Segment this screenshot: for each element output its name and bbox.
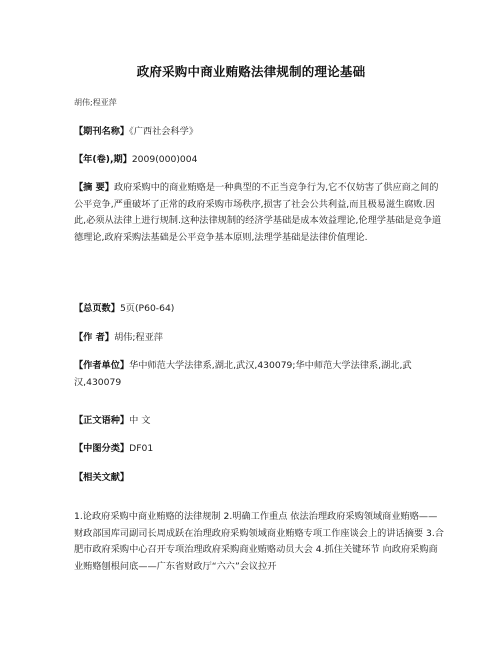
field-value: 2009(000)004 [131, 154, 198, 165]
field-label: 【作者单位】 [74, 360, 130, 371]
field-value: 华中师范大学法律系,湖北,武汉,430079;华中师范大学法律系,湖北,武汉,430079 [74, 360, 412, 388]
field-related-literature [74, 470, 444, 487]
authors-line: 胡伟;程亚萍 [74, 98, 117, 107]
field-value: DF01 [129, 443, 154, 454]
field-abstract [74, 180, 444, 246]
field-label: 【期刊名称】 [74, 126, 130, 137]
field-value: 《广西社会科学》 [129, 126, 199, 137]
field-authors [74, 330, 444, 347]
document-title: 政府采购中商业贿赂法律规制的理论基础 [136, 64, 366, 79]
field-classification [74, 441, 444, 458]
field-value: 胡伟;程亚萍 [113, 332, 163, 343]
field-author-affiliation [74, 358, 444, 391]
field-label: 【正文语种】 [74, 415, 130, 426]
field-value: 中 文 [129, 415, 151, 426]
field-label: 【中图分类】 [74, 443, 130, 454]
field-label: 【年(卷),期】 [74, 154, 132, 165]
field-value: 5页(P60-64) [119, 303, 175, 314]
field-label: 【相关文献】 [74, 472, 130, 483]
field-label: 【作 者】 [74, 332, 114, 343]
field-total-pages [74, 301, 444, 318]
field-label: 【总页数】 [74, 303, 120, 314]
field-volume-issue [74, 152, 444, 169]
related-literature-list: 1.论政府采购中商业贿赂的法律规制 2.明确工作重点 依法治理政府采购领域商业贿赂——财政部国库司副司长周成跃在治理政府采购领域商业贿赂专项工作座谈会上的讲话摘要 3.合肥市政府采购中心召开专项治理政府采购商业贿赂动员大会 4.抓住关键环节 向政府采购商业贿赂刨根问底——广东省财政厅“六六”会议拉开 [74, 511, 444, 572]
field-language [74, 413, 444, 430]
field-journal-name [74, 124, 444, 141]
field-label: 【摘 要】 [74, 182, 114, 193]
field-value: 政府采购中的商业贿赂是一种典型的不正当竞争行为,它不仅妨害了供应商之间的公平竞争,严重破坏了正常的政府采购市场秩序,损害了社会公共利益,而且极易滋生腐败.因此,必须从法律上进行规制.这种法律规制的经济学基础是成本效益理论,伦理学基础是竞争道德理论,政府采购法基础是公平竞争基本原则,法理学基础是法律价值理论. [74, 182, 442, 243]
